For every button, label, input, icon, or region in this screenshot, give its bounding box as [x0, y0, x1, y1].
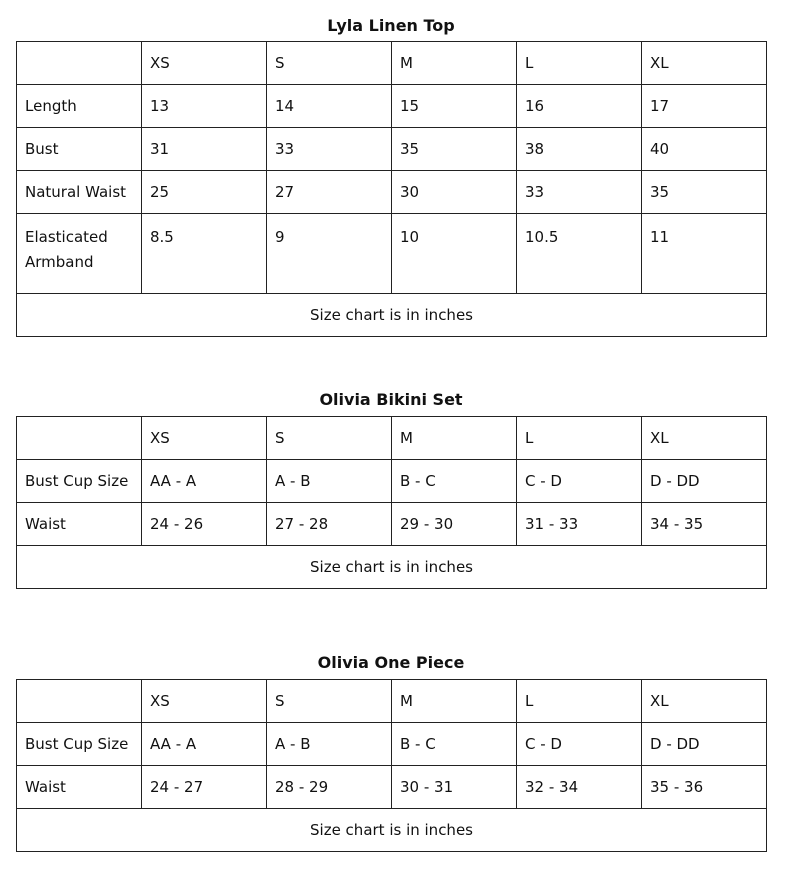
- table-note-row: [17, 546, 767, 589]
- table-cell: AA - A: [142, 460, 267, 503]
- column-header-xl: XL: [642, 42, 767, 85]
- column-header-m: M: [392, 680, 517, 723]
- row-label: Elasticated Armband: [17, 214, 142, 294]
- table-cell: 34 - 35: [642, 503, 767, 546]
- table-note-row: [17, 809, 767, 852]
- row-label: Length: [17, 85, 142, 128]
- size-table: [16, 416, 767, 589]
- table-row: [17, 171, 767, 214]
- table-cell: 27: [267, 171, 392, 214]
- column-header-xl: XL: [642, 417, 767, 460]
- table-cell: 35: [392, 128, 517, 171]
- table-row: [17, 723, 767, 766]
- table-cell: 9: [267, 214, 392, 294]
- table-cell: D - DD: [642, 460, 767, 503]
- row-label: Bust: [17, 128, 142, 171]
- table-row: [17, 214, 767, 294]
- table-cell: 14: [267, 85, 392, 128]
- table-header-row: [17, 680, 767, 723]
- chart-title: Olivia Bikini Set: [319, 390, 463, 409]
- table-cell: 27 - 28: [267, 503, 392, 546]
- column-header-xs: XS: [142, 42, 267, 85]
- size-chart-lyla-linen-top: [16, 14, 766, 330]
- table-header-row: [17, 417, 767, 460]
- corner-cell: [17, 417, 142, 460]
- row-label: Waist: [17, 766, 142, 809]
- column-header-m: M: [392, 42, 517, 85]
- table-header-row: [17, 42, 767, 85]
- table-cell: 8.5: [142, 214, 267, 294]
- table-cell: 10: [392, 214, 517, 294]
- table-cell: 40: [642, 128, 767, 171]
- column-header-m: M: [392, 417, 517, 460]
- table-cell: 24 - 27: [142, 766, 267, 809]
- corner-cell: [17, 680, 142, 723]
- table-cell: 15: [392, 85, 517, 128]
- table-cell: 17: [642, 85, 767, 128]
- table-row: [17, 460, 767, 503]
- row-label: Bust Cup Size: [17, 723, 142, 766]
- table-cell: C - D: [517, 460, 642, 503]
- row-label: Bust Cup Size: [17, 460, 142, 503]
- table-cell: AA - A: [142, 723, 267, 766]
- size-table: [16, 679, 767, 852]
- column-header-s: S: [267, 417, 392, 460]
- table-cell: 35: [642, 171, 767, 214]
- table-cell: B - C: [392, 460, 517, 503]
- chart-title: Lyla Linen Top: [327, 16, 455, 35]
- corner-cell: [17, 42, 142, 85]
- column-header-l: L: [517, 42, 642, 85]
- size-chart-olivia-one-piece: [16, 652, 766, 857]
- table-cell: 28 - 29: [267, 766, 392, 809]
- table-cell: 35 - 36: [642, 766, 767, 809]
- table-cell: 30 - 31: [392, 766, 517, 809]
- table-row: [17, 128, 767, 171]
- column-header-s: S: [267, 680, 392, 723]
- table-cell: B - C: [392, 723, 517, 766]
- table-cell: 25: [142, 171, 267, 214]
- units-note: Size chart is in inches: [17, 809, 767, 852]
- table-cell: 31 - 33: [517, 503, 642, 546]
- table-cell: 31: [142, 128, 267, 171]
- table-cell: 32 - 34: [517, 766, 642, 809]
- chart-title: Olivia One Piece: [317, 653, 465, 672]
- table-cell: 24 - 26: [142, 503, 267, 546]
- table-cell: 10.5: [517, 214, 642, 294]
- table-cell: A - B: [267, 723, 392, 766]
- size-table: [16, 41, 767, 337]
- row-label: Waist: [17, 503, 142, 546]
- column-header-l: L: [517, 417, 642, 460]
- table-cell: D - DD: [642, 723, 767, 766]
- units-note: Size chart is in inches: [17, 546, 767, 589]
- table-cell: 16: [517, 85, 642, 128]
- table-cell: 30: [392, 171, 517, 214]
- table-cell: 13: [142, 85, 267, 128]
- table-note-row: [17, 294, 767, 337]
- table-row: [17, 766, 767, 809]
- column-header-xs: XS: [142, 680, 267, 723]
- size-chart-olivia-bikini-set: [16, 389, 766, 594]
- table-row: [17, 503, 767, 546]
- table-cell: A - B: [267, 460, 392, 503]
- table-cell: 33: [267, 128, 392, 171]
- units-note: Size chart is in inches: [17, 294, 767, 337]
- table-cell: 11: [642, 214, 767, 294]
- column-header-xs: XS: [142, 417, 267, 460]
- column-header-l: L: [517, 680, 642, 723]
- table-cell: 38: [517, 128, 642, 171]
- table-cell: 29 - 30: [392, 503, 517, 546]
- table-row: [17, 85, 767, 128]
- row-label: Natural Waist: [17, 171, 142, 214]
- table-cell: C - D: [517, 723, 642, 766]
- column-header-s: S: [267, 42, 392, 85]
- table-cell: 33: [517, 171, 642, 214]
- column-header-xl: XL: [642, 680, 767, 723]
